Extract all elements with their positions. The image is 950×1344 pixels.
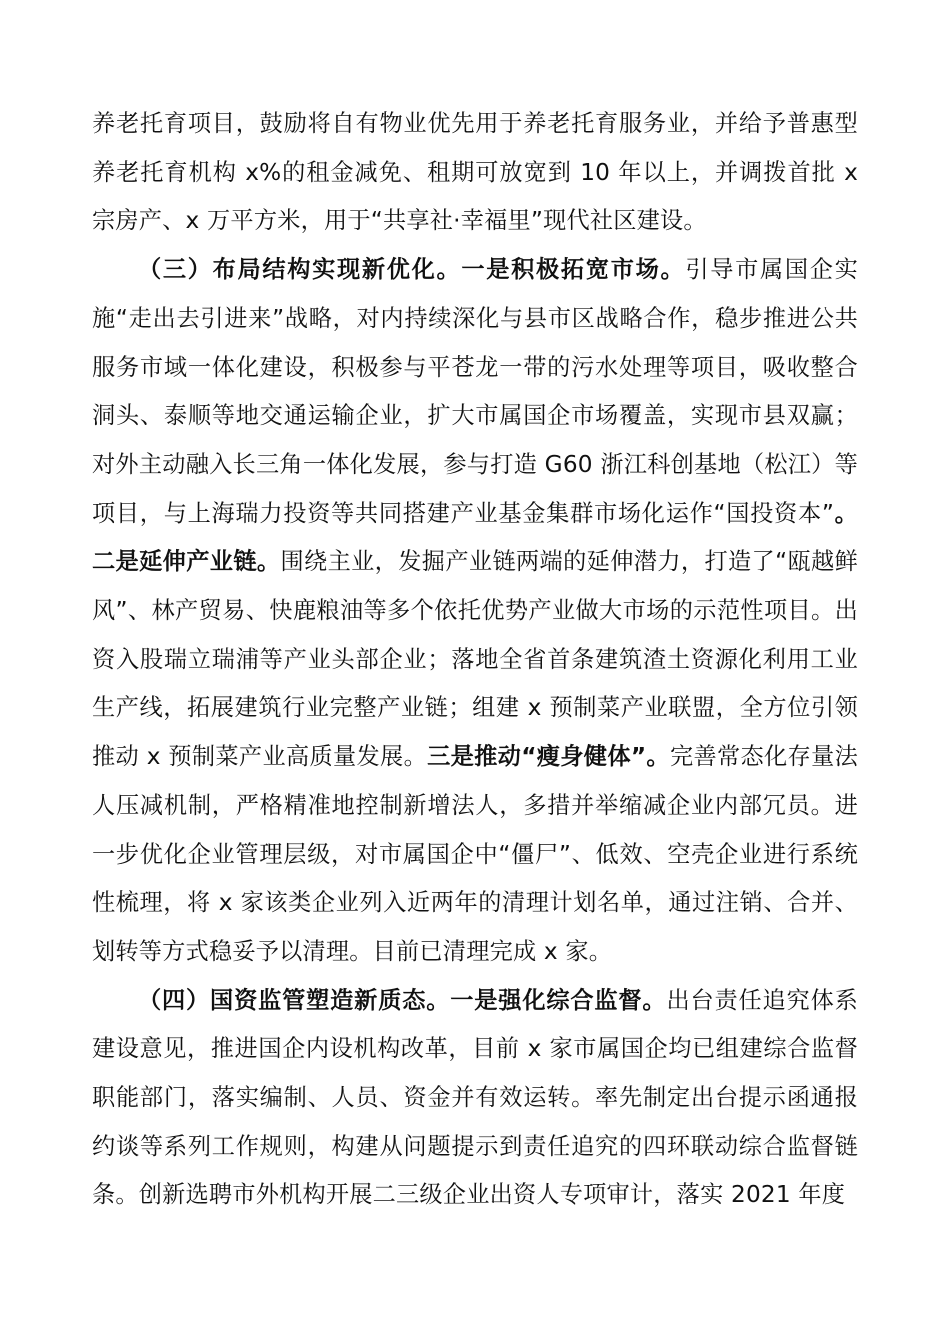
paragraph-1 [92, 100, 858, 246]
subheading-extend-industry-chain: 。二是延伸产业链。 [92, 499, 858, 576]
paragraph-2-text-1: 引导市属国企实施“走出去引进来”战略，对内持续深化与县市区战略合作，稳步推进公共服务市域一体化建设，积极参与平苍龙一带的污水处理等项目，吸收整合洞头、泰顺等地交通运输企业，扩大市属国企市场覆盖，实现市县双赢；对外主动融入长三角一体化发展，参与打造 G60 浙江科创基地（松江）等项目，与上海瑞力投资等共同搭建产业基金集群市场化运作“国投资本” [92, 256, 858, 527]
section-heading-4: （四）国资监管塑造新质态。一是强化综合监督。 [138, 986, 667, 1014]
paragraph-3 [92, 977, 858, 1221]
document-body [92, 100, 858, 1220]
paragraph-2 [92, 246, 858, 977]
section-heading-3: （三）布局结构实现新优化。一是积极拓宽市场。 [138, 256, 686, 284]
paragraph-3-text: 出台责任追究体系建设意见，推进国企内设机构改革，目前 x 家市属国企均已组建综合监督职能部门，落实编制、人员、资金并有效运转。率先制定出台提示函通报约谈等系列工作规则，构建从问题提示到责任追究的四环联动综合监督链条。创新选聘市外机构开展二三级企业出资人专项审计，落实 2021 年度 [92, 986, 858, 1209]
paragraph-2-text-2: 围绕主业，发掘产业链两端的延伸潜力，打造了“瓯越鲜风”、林产贸易、快鹿粮油等多个依托优势产业做大市场的示范性项目。出资入股瑞立瑞浦等产业头部企业；落地全省首条建筑渣土资源化利用工业生产线，拓展建筑行业完整产业链；组建 x 预制菜产业联盟，全方位引领推动 x 预制菜产业高质量发展。 [92, 548, 858, 771]
subheading-slim-down: 三是推动“瘦身健体”。 [427, 743, 670, 771]
paragraph-2-text-3: 完善常态化存量法人压减机制，严格精准地控制新增法人，多措并举缩减企业内部冗员。进一步优化企业管理层级，对市属国企中“僵尸”、低效、空壳企业进行系统性梳理，将 x 家该类企业列入近两年的清理计划名单，通过注销、合并、划转等方式稳妥予以清理。目前已清理完成 x 家。 [92, 743, 858, 965]
paragraph-1-text: 养老托育项目，鼓励将自有物业优先用于养老托育服务业，并给予普惠型养老托育机构 x%的租金减免、租期可放宽到 10 年以上，并调拨首批 x 宗房产、x 万平方米，用于“共享社·幸福里”现代社区建设。 [92, 110, 858, 235]
